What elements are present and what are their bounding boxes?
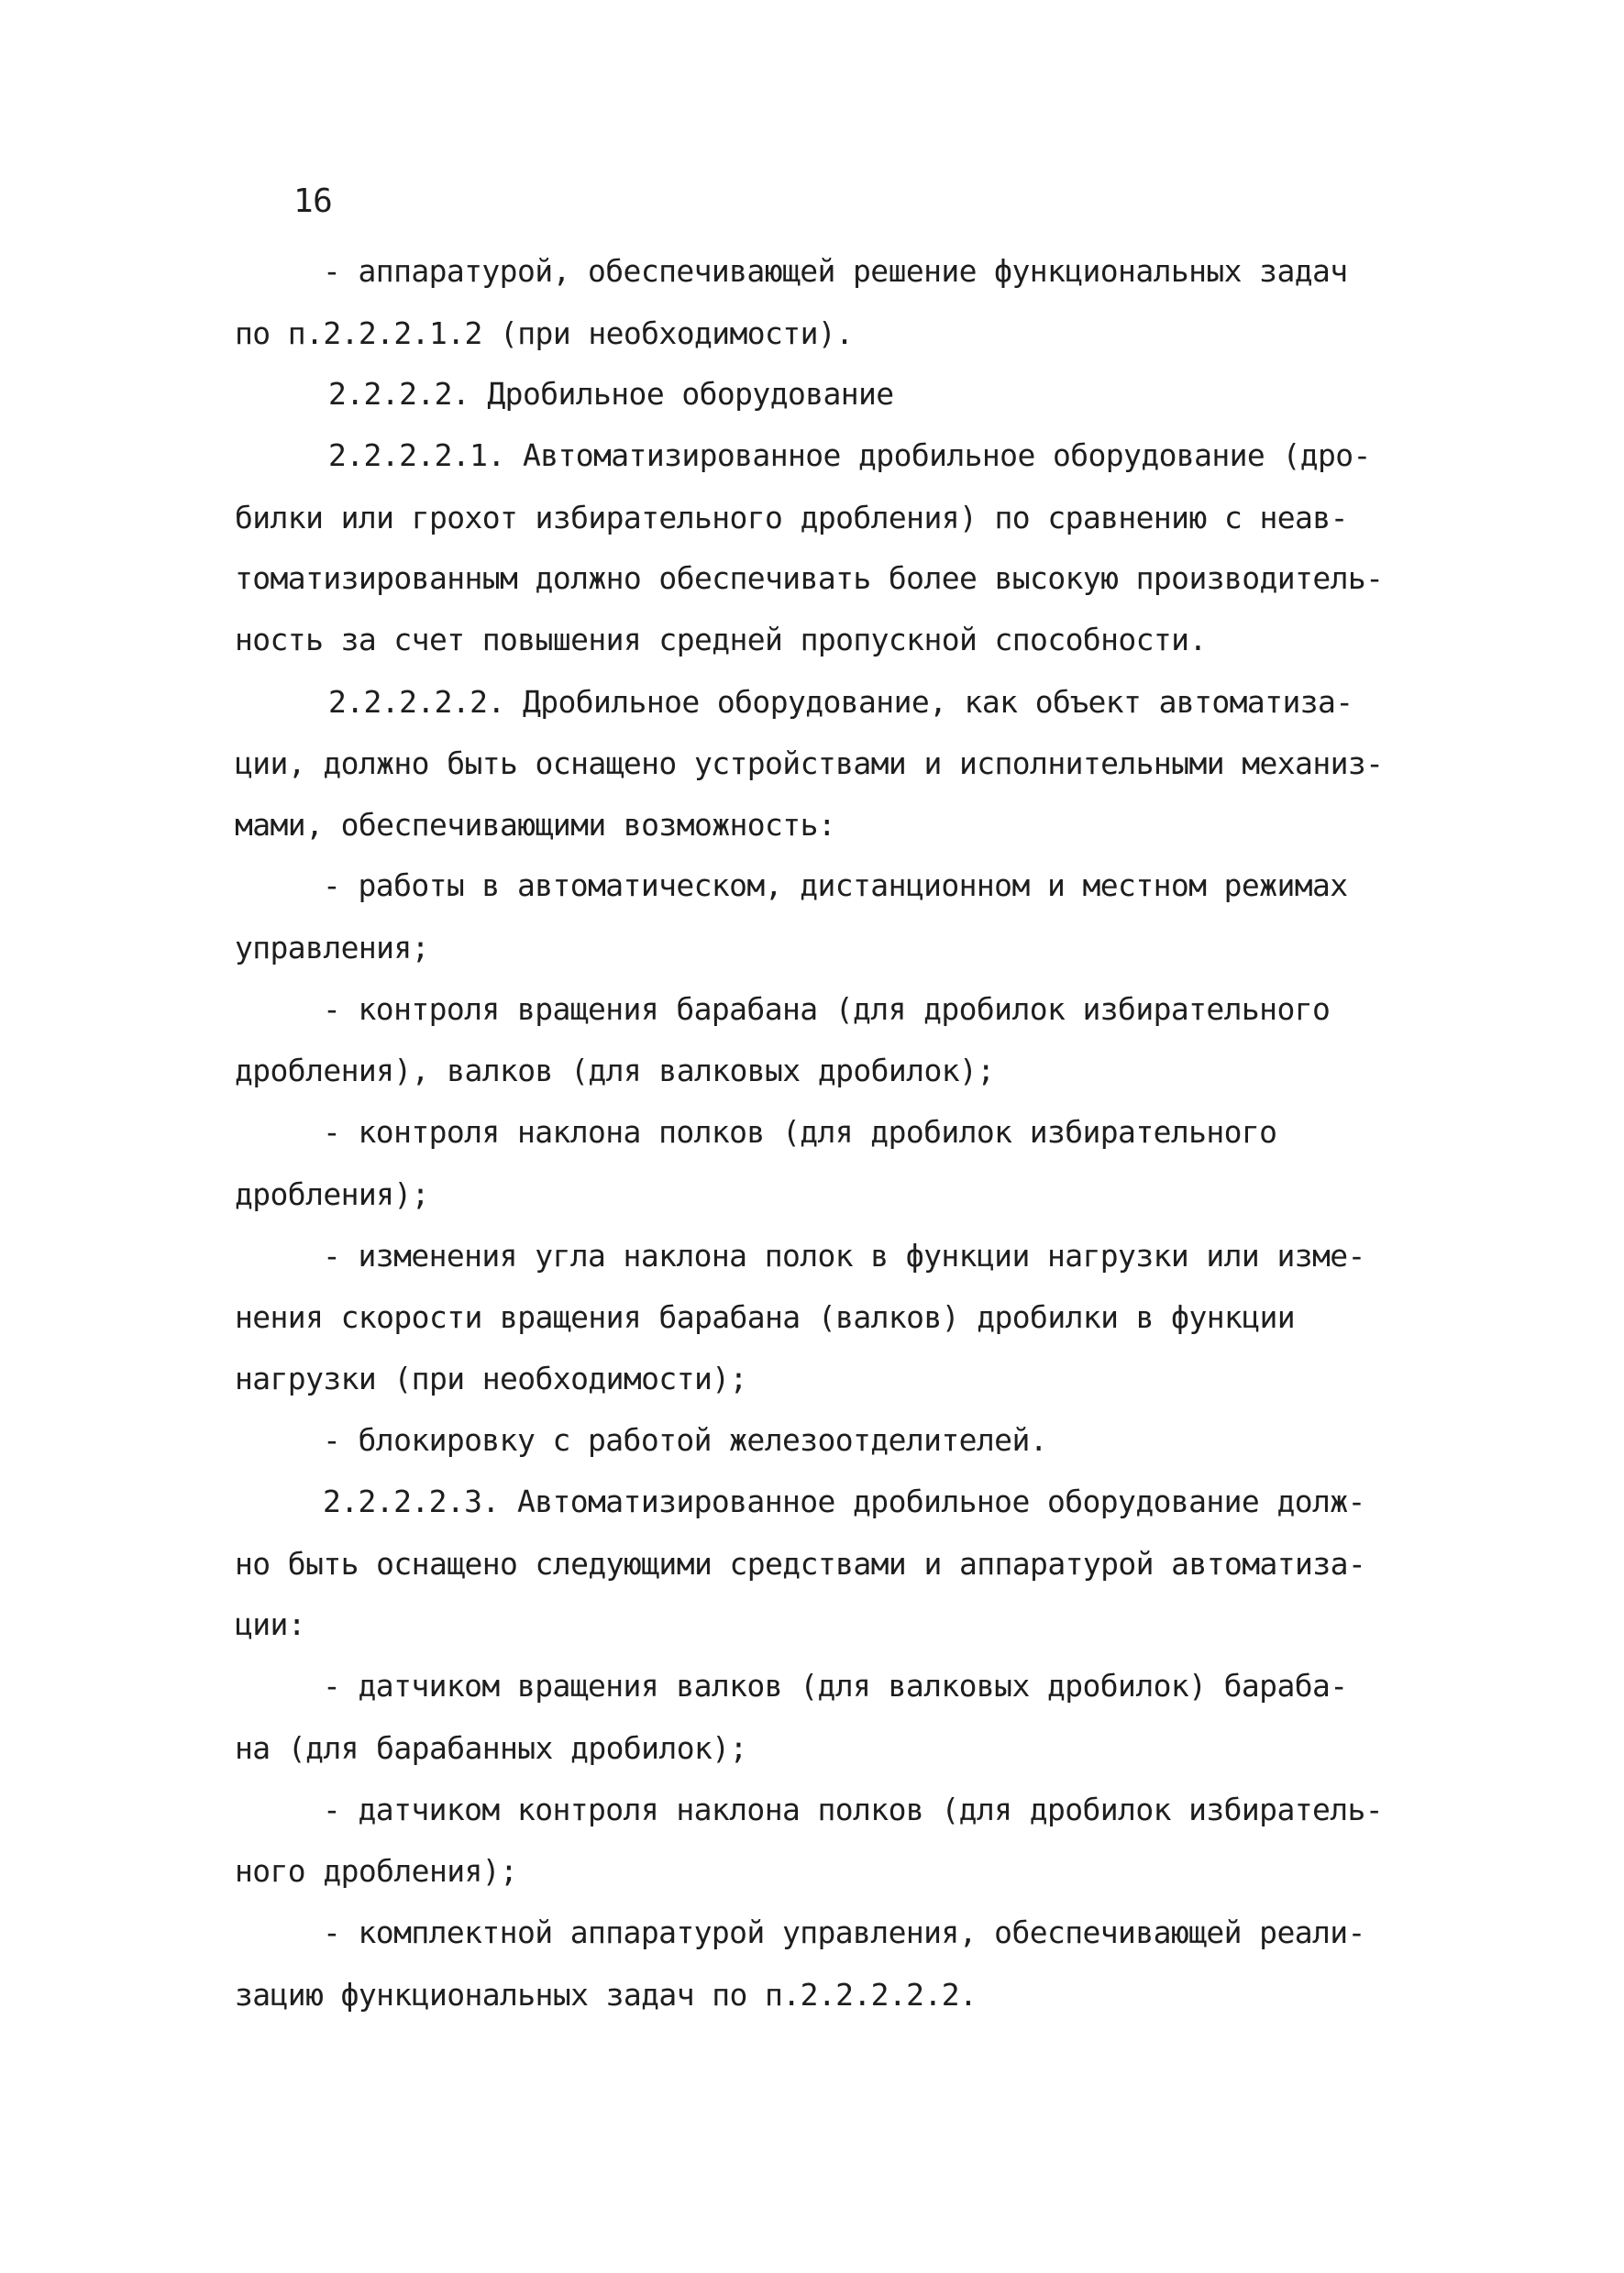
text-line-9: ции, должно быть оснащено устройствами и исполнительными механиз- bbox=[235, 745, 1384, 781]
text-line-25: на (для барабанных дробилок); bbox=[235, 1730, 747, 1766]
text-line-4: 2.2.2.2.1. Автоматизированное дробильное оборудование (дро- bbox=[328, 437, 1371, 473]
text-line-16: дробления); bbox=[235, 1176, 429, 1212]
text-line-7: ность за счет повышения средней пропускной способности. bbox=[235, 622, 1207, 657]
text-line-20: - блокировку с работой железоотделителей. bbox=[323, 1422, 1047, 1458]
text-line-22: но быть оснащено следующими средствами и аппаратурой автоматиза- bbox=[235, 1546, 1366, 1582]
text-line-6: томатизированным должно обеспечивать более высокую производитель- bbox=[235, 560, 1384, 596]
text-line-21: 2.2.2.2.3. Автоматизированное дробильное оборудование долж- bbox=[323, 1484, 1365, 1519]
text-line-29: зацию функциональных задач по п.2.2.2.2.2. bbox=[235, 1977, 978, 2013]
text-line-10: мами, обеспечивающими возможность: bbox=[235, 807, 836, 843]
text-line-27: ного дробления); bbox=[235, 1853, 518, 1889]
text-line-24: - датчиком вращения валков (для валковых дробилок) бараба- bbox=[323, 1668, 1348, 1704]
text-line-28: - комплектной аппаратурой управления, обеспечивающей реали- bbox=[323, 1914, 1365, 1950]
text-line-17: - изменения угла наклона полок в функции нагрузки или изме- bbox=[323, 1238, 1365, 1274]
text-line-14: дробления), валков (для валковых дробилок); bbox=[235, 1053, 995, 1088]
section-heading-2-2-2-2: 2.2.2.2. Дробильное оборудование bbox=[328, 376, 894, 412]
text-line-23: ции: bbox=[235, 1606, 306, 1642]
text-line-26: - датчиком контроля наклона полков (для дробилок избиратель- bbox=[323, 1792, 1384, 1827]
text-line-1: - аппаратурой, обеспечивающей решение функциональных задач bbox=[323, 253, 1348, 289]
text-line-19: нагрузки (при необходимости); bbox=[235, 1361, 747, 1396]
text-line-8: 2.2.2.2.2. Дробильное оборудование, как объект автоматиза- bbox=[328, 684, 1353, 720]
text-line-13: - контроля вращения барабана (для дробилок избирательного bbox=[323, 991, 1331, 1027]
text-line-15: - контроля наклона полков (для дробилок избирательного bbox=[323, 1114, 1277, 1150]
page-number: 16 bbox=[293, 182, 333, 220]
text-line-5: билки или грохот избирательного дробления) по сравнению с неав- bbox=[235, 500, 1348, 535]
text-line-2: по п.2.2.2.1.2 (при необходимости). bbox=[235, 315, 854, 351]
text-line-12: управления; bbox=[235, 930, 429, 965]
text-line-18: нения скорости вращения барабана (валков) дробилки в функции bbox=[235, 1299, 1296, 1335]
text-line-11: - работы в автоматическом, дистанционном и местном режимах bbox=[323, 867, 1348, 903]
